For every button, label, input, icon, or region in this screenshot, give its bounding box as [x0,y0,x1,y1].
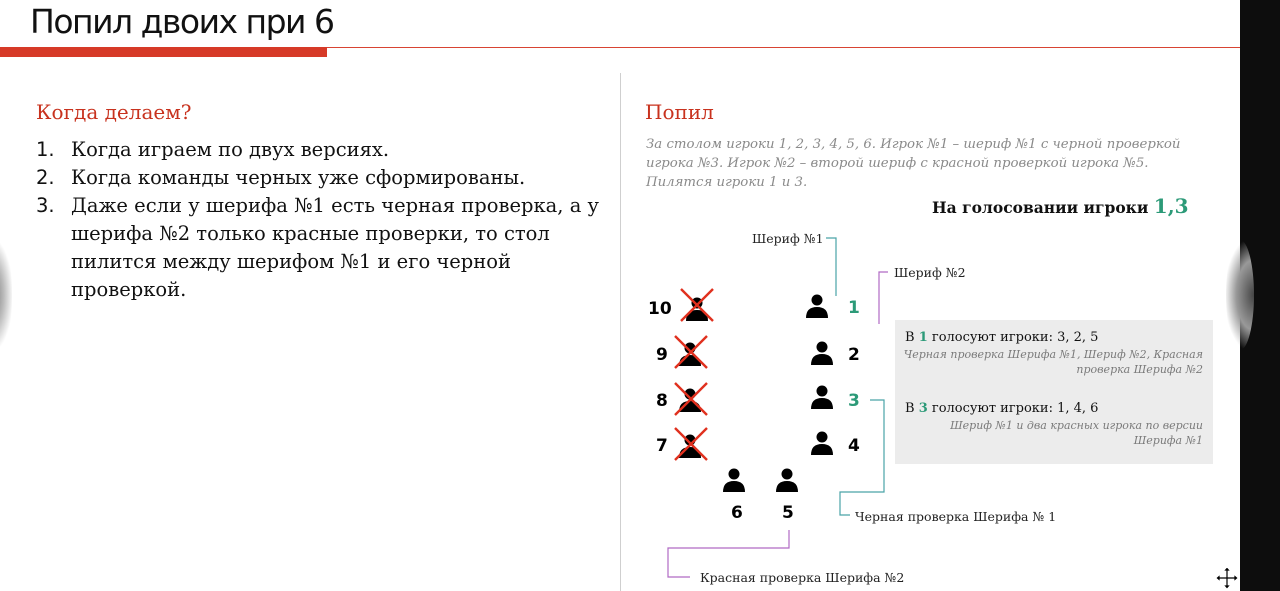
sheriff1-line [826,238,836,296]
list-item: 2. Когда команды черных уже сформированы. [36,166,526,189]
person-icon [774,467,800,493]
vote3-line: В 3 голосуют игроки: 1, 4, 6 [905,401,1099,416]
seat-3-number: 3 [848,391,860,411]
person-icon [809,340,835,366]
vote-players: 1,3 [1153,194,1189,218]
list-item: 1. Когда играем по двух версиях. [36,138,390,161]
left-heading: Когда делаем? [36,100,192,124]
sheriff2-callout: Шериф №2 [894,265,966,280]
seat-1-number: 1 [848,298,860,318]
vote1-note: Черная проверка Шерифа №1, Шериф №2, Красная проверка Шерифа №2 [903,348,1203,376]
seat-10-number: 10 [648,299,672,319]
seat-7-number: 7 [656,436,668,456]
seat-5-number: 5 [782,503,794,523]
sheriff2-line [879,272,888,324]
move-cursor-icon[interactable] [1215,566,1239,590]
person-icon [804,293,830,319]
list-item: 3. Даже если у шерифа №1 есть черная проверка, а у шерифа №2 только красные проверки, то стол пилится между шерифом №1 и его черной проверкой. [36,194,599,301]
seat-6-number: 6 [731,503,743,523]
seat-4-number: 4 [848,436,860,456]
slide-title: Попил двоих при 6 [30,2,334,41]
seat-8-number: 8 [656,391,668,411]
right-heading: Попил [645,100,714,124]
person-icon [809,384,835,410]
right-edge-shadow [1226,240,1254,350]
seat-2-number: 2 [848,345,860,365]
red-cross-icon [672,333,710,371]
red-cross-icon [678,286,716,324]
black-check-callout: Черная проверка Шерифа № 1 [855,509,1057,524]
sheriff1-callout: Шериф №1 [752,231,824,246]
scenario-description: За столом игроки 1, 2, 3, 4, 5, 6. Игрок №1 – шериф №1 с черной проверкой игрока №3. Игрок №2 – второй шериф с красной проверкой игрока №5. Пилятся игроки 1 и 3. [646,137,1181,190]
seat-9-number: 9 [656,345,668,365]
person-icon [721,467,747,493]
vote1-line: В 1 голосуют игроки: 3, 2, 5 [905,330,1099,345]
red-check-callout: Красная проверка Шерифа №2 [700,570,905,585]
black-check-line [840,400,884,515]
red-cross-icon [672,380,710,418]
person-icon [809,430,835,456]
red-cross-icon [672,425,710,463]
vote3-note: Шериф №1 и два красных игрока по версии Шерифа №1 [950,419,1203,447]
vote-label: На голосовании игроки [932,198,1149,217]
